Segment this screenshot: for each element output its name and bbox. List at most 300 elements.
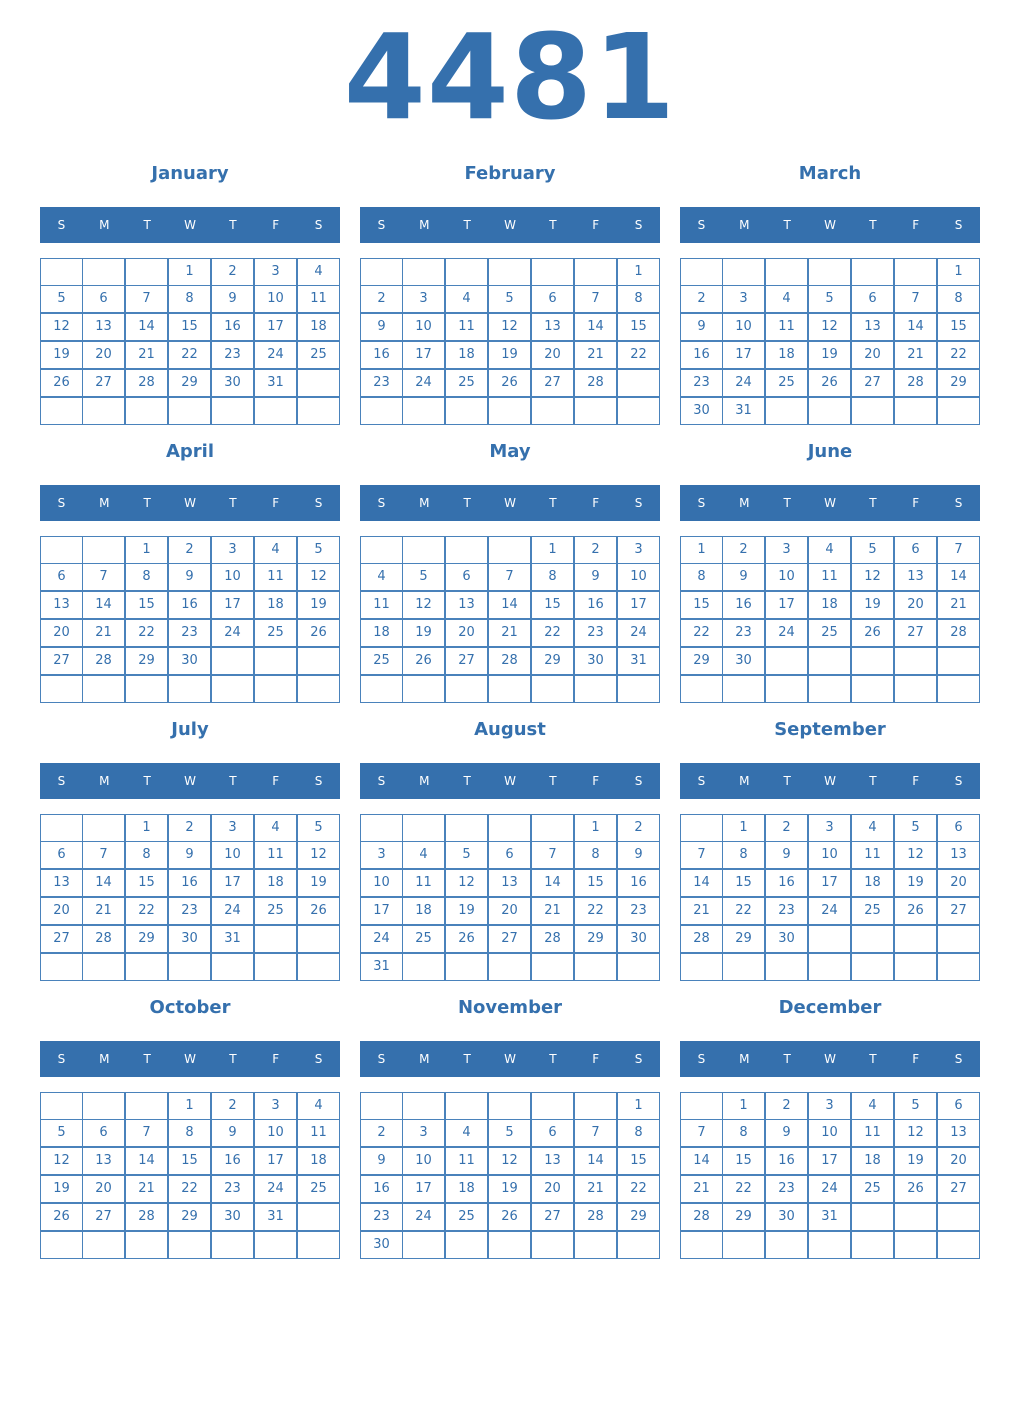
day-cell [125, 1231, 168, 1259]
day-cell: 22 [617, 1175, 660, 1203]
weekday-header: S [377, 1052, 386, 1066]
day-cell: 24 [765, 619, 808, 647]
day-cell: 28 [894, 369, 937, 397]
day-cell: 25 [297, 341, 340, 369]
day-cell [168, 1231, 211, 1259]
day-cell: 13 [937, 841, 980, 869]
day-cell: 18 [445, 341, 488, 369]
day-cell: 22 [168, 341, 211, 369]
day-cell: 11 [851, 841, 894, 869]
day-cell [531, 953, 574, 981]
day-cell [765, 953, 808, 981]
day-cell [680, 1231, 723, 1259]
day-cell: 6 [82, 1119, 125, 1147]
day-cell: 23 [765, 1175, 808, 1203]
weekday-header: W [824, 774, 836, 788]
day-cell: 13 [937, 1119, 980, 1147]
day-cell: 4 [765, 285, 808, 313]
day-grid [680, 814, 981, 983]
day-cell: 9 [360, 313, 403, 341]
day-cell: 5 [851, 536, 894, 564]
day-cell: 11 [297, 1119, 340, 1147]
day-cell [82, 258, 125, 286]
day-cell: 8 [937, 285, 980, 313]
weekday-header: M [99, 1052, 110, 1066]
day-cell [765, 1231, 808, 1259]
day-cell: 12 [40, 1147, 83, 1175]
day-cell [40, 1092, 83, 1120]
weekday-header: T [869, 1052, 877, 1066]
weekday-header: S [634, 774, 643, 788]
day-cell: 27 [488, 925, 531, 953]
day-cell: 27 [40, 925, 83, 953]
day-cell [722, 258, 765, 286]
day-cell: 29 [125, 925, 168, 953]
day-cell: 2 [617, 814, 660, 842]
weekday-header: S [57, 1052, 66, 1066]
day-cell [125, 675, 168, 703]
weekday-header: T [463, 774, 471, 788]
weekday-header: T [143, 218, 151, 232]
day-cell: 26 [894, 897, 937, 925]
day-cell: 5 [297, 814, 340, 842]
weekday-header-bar [360, 763, 660, 799]
day-cell: 11 [851, 1119, 894, 1147]
weekday-header: S [377, 218, 386, 232]
day-cell: 22 [574, 897, 617, 925]
day-cell: 31 [211, 925, 254, 953]
month-name: April [165, 441, 215, 462]
weekday-header: F [592, 496, 600, 510]
weekday-header: S [634, 218, 643, 232]
day-cell: 13 [82, 313, 125, 341]
day-cell: 26 [40, 1203, 83, 1231]
day-cell: 19 [488, 341, 531, 369]
day-cell: 9 [574, 563, 617, 591]
day-cell: 23 [360, 1203, 403, 1231]
weekday-header: F [592, 218, 600, 232]
day-cell: 27 [531, 369, 574, 397]
day-cell: 27 [82, 1203, 125, 1231]
day-cell [488, 814, 531, 842]
day-cell: 3 [617, 536, 660, 564]
day-cell: 21 [680, 1175, 723, 1203]
weekday-header: M [739, 1052, 750, 1066]
day-cell: 2 [722, 536, 765, 564]
day-grid [680, 258, 981, 427]
day-cell: 21 [574, 341, 617, 369]
day-cell [402, 1231, 445, 1259]
day-cell: 11 [445, 313, 488, 341]
day-cell: 23 [680, 369, 723, 397]
day-cell [402, 1092, 445, 1120]
day-cell: 16 [765, 1147, 808, 1175]
day-cell: 22 [125, 619, 168, 647]
weekday-header: W [504, 1052, 516, 1066]
day-cell: 7 [574, 1119, 617, 1147]
day-cell: 30 [722, 647, 765, 675]
day-cell: 29 [680, 647, 723, 675]
day-cell: 10 [402, 313, 445, 341]
day-cell: 22 [617, 341, 660, 369]
day-cell [894, 675, 937, 703]
day-cell: 11 [445, 1147, 488, 1175]
day-cell: 17 [765, 591, 808, 619]
day-cell [40, 258, 83, 286]
day-cell: 5 [297, 536, 340, 564]
weekday-header: T [549, 496, 557, 510]
day-cell: 20 [445, 619, 488, 647]
day-cell [211, 397, 254, 425]
weekday-header: S [314, 1052, 323, 1066]
day-cell [808, 925, 851, 953]
day-cell: 8 [125, 841, 168, 869]
day-cell: 17 [617, 591, 660, 619]
weekday-header-bar [360, 1041, 660, 1077]
day-cell: 18 [851, 1147, 894, 1175]
weekday-header: M [419, 218, 430, 232]
month-name: February [464, 163, 556, 184]
day-cell [937, 1231, 980, 1259]
day-cell [680, 675, 723, 703]
day-cell: 8 [531, 563, 574, 591]
day-cell: 19 [445, 897, 488, 925]
weekday-header: T [783, 774, 791, 788]
day-cell [125, 953, 168, 981]
day-cell: 14 [488, 591, 531, 619]
day-cell: 7 [82, 563, 125, 591]
day-cell: 18 [360, 619, 403, 647]
day-cell: 6 [531, 285, 574, 313]
day-cell: 1 [125, 536, 168, 564]
day-cell [40, 953, 83, 981]
day-cell [808, 258, 851, 286]
day-cell: 21 [894, 341, 937, 369]
day-cell: 1 [574, 814, 617, 842]
day-cell: 10 [211, 841, 254, 869]
day-cell: 5 [40, 1119, 83, 1147]
day-cell [488, 953, 531, 981]
day-cell: 27 [937, 897, 980, 925]
day-cell: 23 [765, 897, 808, 925]
day-cell [40, 675, 83, 703]
day-cell [765, 258, 808, 286]
day-cell: 12 [488, 313, 531, 341]
month-name: November [457, 997, 563, 1018]
day-cell: 27 [937, 1175, 980, 1203]
day-cell: 14 [82, 869, 125, 897]
day-cell: 30 [168, 647, 211, 675]
day-cell: 17 [808, 869, 851, 897]
day-cell: 13 [40, 869, 83, 897]
day-cell: 21 [488, 619, 531, 647]
month-name: March [798, 163, 862, 184]
day-cell [574, 675, 617, 703]
day-cell: 14 [680, 1147, 723, 1175]
day-cell: 10 [722, 313, 765, 341]
day-cell: 12 [297, 841, 340, 869]
day-cell: 26 [297, 619, 340, 647]
day-cell: 15 [168, 1147, 211, 1175]
day-cell: 29 [531, 647, 574, 675]
weekday-header: F [272, 774, 280, 788]
day-cell: 25 [254, 619, 297, 647]
weekday-header: W [184, 218, 196, 232]
weekday-header: M [739, 218, 750, 232]
day-cell: 15 [617, 313, 660, 341]
day-cell: 23 [722, 619, 765, 647]
weekday-header: T [229, 1052, 237, 1066]
day-cell: 5 [894, 814, 937, 842]
day-cell: 17 [254, 1147, 297, 1175]
day-cell: 24 [211, 619, 254, 647]
day-cell [617, 369, 660, 397]
day-cell [894, 647, 937, 675]
day-cell: 28 [82, 925, 125, 953]
day-cell: 28 [937, 619, 980, 647]
day-cell: 28 [574, 369, 617, 397]
day-cell: 19 [488, 1175, 531, 1203]
day-cell: 16 [211, 313, 254, 341]
day-cell: 2 [360, 285, 403, 313]
day-cell [82, 675, 125, 703]
day-cell: 12 [894, 841, 937, 869]
day-cell: 18 [851, 869, 894, 897]
day-cell: 28 [680, 1203, 723, 1231]
day-cell: 1 [168, 258, 211, 286]
weekday-header: T [783, 496, 791, 510]
weekday-header: W [824, 218, 836, 232]
weekday-header: S [697, 496, 706, 510]
day-cell [402, 675, 445, 703]
day-cell: 4 [254, 814, 297, 842]
day-cell [445, 675, 488, 703]
day-cell: 8 [680, 563, 723, 591]
month-name: December [778, 997, 882, 1018]
day-cell: 25 [765, 369, 808, 397]
weekday-header: F [592, 774, 600, 788]
day-cell: 24 [617, 619, 660, 647]
day-cell: 15 [168, 313, 211, 341]
day-cell [851, 397, 894, 425]
day-cell: 10 [360, 869, 403, 897]
day-cell: 24 [211, 897, 254, 925]
day-cell: 13 [445, 591, 488, 619]
day-cell [488, 397, 531, 425]
day-cell [765, 647, 808, 675]
weekday-header: T [783, 218, 791, 232]
day-cell: 1 [168, 1092, 211, 1120]
day-cell: 9 [168, 563, 211, 591]
day-cell: 13 [531, 1147, 574, 1175]
day-cell: 31 [617, 647, 660, 675]
day-cell [937, 397, 980, 425]
day-cell: 7 [82, 841, 125, 869]
day-cell [680, 814, 723, 842]
day-cell: 5 [445, 841, 488, 869]
day-cell [894, 397, 937, 425]
day-cell: 6 [445, 563, 488, 591]
day-cell: 26 [851, 619, 894, 647]
day-cell [82, 1231, 125, 1259]
day-cell [40, 814, 83, 842]
day-cell: 29 [617, 1203, 660, 1231]
day-cell [894, 1203, 937, 1231]
day-cell [445, 953, 488, 981]
day-cell: 16 [211, 1147, 254, 1175]
day-cell: 10 [617, 563, 660, 591]
day-cell: 30 [211, 1203, 254, 1231]
day-cell [82, 953, 125, 981]
day-cell: 22 [531, 619, 574, 647]
month-name: June [807, 441, 853, 462]
day-cell: 15 [125, 869, 168, 897]
day-cell: 30 [765, 1203, 808, 1231]
day-cell: 15 [531, 591, 574, 619]
weekday-header-bar [680, 763, 980, 799]
day-cell: 6 [937, 814, 980, 842]
day-cell: 4 [254, 536, 297, 564]
day-cell [360, 536, 403, 564]
day-cell: 17 [722, 341, 765, 369]
day-cell: 19 [851, 591, 894, 619]
day-cell [808, 953, 851, 981]
day-cell [722, 953, 765, 981]
day-cell [488, 1231, 531, 1259]
day-cell: 14 [894, 313, 937, 341]
weekday-header: F [912, 774, 920, 788]
day-cell: 20 [40, 897, 83, 925]
day-cell: 23 [211, 341, 254, 369]
day-cell: 18 [254, 591, 297, 619]
day-cell [360, 814, 403, 842]
day-cell [488, 675, 531, 703]
day-grid [360, 1092, 661, 1261]
day-cell [360, 397, 403, 425]
day-cell: 4 [851, 1092, 894, 1120]
weekday-header-bar [680, 485, 980, 521]
day-cell: 15 [125, 591, 168, 619]
day-cell [531, 1231, 574, 1259]
day-cell [360, 258, 403, 286]
day-cell [937, 675, 980, 703]
day-cell: 28 [574, 1203, 617, 1231]
day-cell: 23 [168, 897, 211, 925]
day-cell: 11 [765, 313, 808, 341]
day-cell: 23 [360, 369, 403, 397]
day-cell: 3 [254, 258, 297, 286]
day-cell [617, 1231, 660, 1259]
day-cell: 24 [402, 369, 445, 397]
day-cell [808, 647, 851, 675]
day-cell: 3 [765, 536, 808, 564]
day-cell [82, 814, 125, 842]
day-cell: 11 [254, 841, 297, 869]
year-title: 4481 [343, 8, 677, 146]
day-cell: 2 [211, 258, 254, 286]
day-cell: 5 [488, 1119, 531, 1147]
day-cell [531, 814, 574, 842]
weekday-header: F [912, 1052, 920, 1066]
weekday-header: S [57, 218, 66, 232]
day-cell [894, 1231, 937, 1259]
day-cell: 10 [402, 1147, 445, 1175]
day-cell: 17 [402, 341, 445, 369]
weekday-header: T [869, 218, 877, 232]
day-cell: 31 [254, 1203, 297, 1231]
day-cell: 21 [125, 1175, 168, 1203]
day-cell [297, 397, 340, 425]
weekday-header: S [314, 774, 323, 788]
day-cell [765, 397, 808, 425]
day-cell: 1 [617, 1092, 660, 1120]
day-cell [254, 675, 297, 703]
weekday-header: T [229, 218, 237, 232]
day-cell: 19 [40, 341, 83, 369]
weekday-header-bar [680, 207, 980, 243]
day-cell: 16 [360, 1175, 403, 1203]
day-cell: 31 [360, 953, 403, 981]
day-cell: 14 [82, 591, 125, 619]
day-cell [488, 536, 531, 564]
day-cell: 23 [211, 1175, 254, 1203]
day-cell: 27 [851, 369, 894, 397]
day-cell [574, 1092, 617, 1120]
day-cell: 3 [211, 536, 254, 564]
day-cell: 11 [402, 869, 445, 897]
day-cell [722, 675, 765, 703]
weekday-header: S [57, 774, 66, 788]
day-cell: 6 [851, 285, 894, 313]
day-cell: 4 [851, 814, 894, 842]
day-cell: 18 [445, 1175, 488, 1203]
month-name: January [151, 163, 229, 184]
day-cell [937, 925, 980, 953]
day-cell: 10 [808, 1119, 851, 1147]
day-grid [40, 536, 341, 705]
day-cell: 4 [360, 563, 403, 591]
day-cell [937, 647, 980, 675]
day-cell: 20 [40, 619, 83, 647]
day-cell: 29 [125, 647, 168, 675]
day-cell: 22 [125, 897, 168, 925]
day-cell: 10 [765, 563, 808, 591]
day-cell: 12 [808, 313, 851, 341]
day-cell: 21 [82, 619, 125, 647]
day-grid [680, 536, 981, 705]
day-cell [297, 369, 340, 397]
day-cell: 31 [808, 1203, 851, 1231]
day-cell: 6 [82, 285, 125, 313]
day-cell: 8 [722, 841, 765, 869]
day-cell: 30 [765, 925, 808, 953]
day-cell [40, 536, 83, 564]
day-cell: 17 [808, 1147, 851, 1175]
weekday-header: W [184, 774, 196, 788]
weekday-header: W [824, 496, 836, 510]
day-cell: 4 [297, 1092, 340, 1120]
day-cell: 19 [402, 619, 445, 647]
day-cell: 2 [574, 536, 617, 564]
day-cell: 9 [211, 285, 254, 313]
day-cell [297, 925, 340, 953]
day-cell: 3 [722, 285, 765, 313]
day-cell [82, 1092, 125, 1120]
day-cell: 20 [82, 341, 125, 369]
day-cell: 23 [617, 897, 660, 925]
day-cell: 5 [40, 285, 83, 313]
weekday-header: T [463, 218, 471, 232]
